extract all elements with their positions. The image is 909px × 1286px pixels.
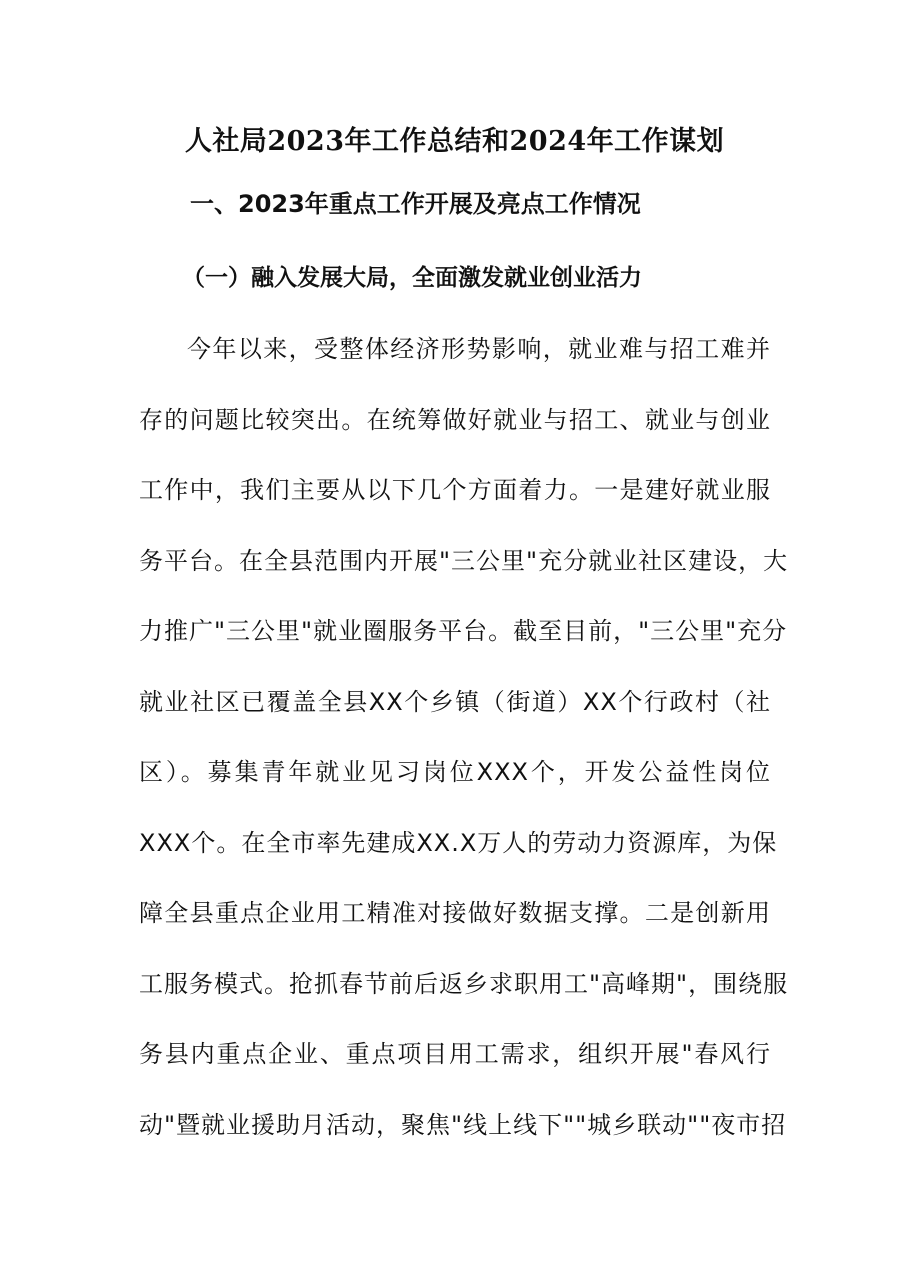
- document-title: 人社局2023年工作总结和2024年工作谋划: [184, 126, 725, 157]
- paragraph-line: 动"暨就业援助月活动，聚焦"线上线下""城乡联动""夜市招: [139, 1110, 787, 1139]
- paragraph-line: 务县内重点企业、重点项目用工需求，组织开展"春风行: [139, 1040, 771, 1068]
- paragraph-line: 力推广"三公里"就业圈服务平台。截至目前，"三公里"充分: [139, 617, 788, 645]
- paragraph-line: 障全县重点企业用工精准对接做好数据支撑。二是创新用: [139, 899, 771, 927]
- paragraph-line: 工作中，我们主要从以下几个方面着力。一是建好就业服: [139, 476, 771, 504]
- subsection-heading: （一）融入发展大局，全面激发就业创业活力: [182, 264, 642, 291]
- paragraph-line: 存的问题比较突出。在统筹做好就业与招工、就业与创业: [139, 405, 771, 434]
- paragraph-line: XXX个。在全市率先建成XX.X万人的劳动力资源库，为保: [139, 828, 778, 857]
- paragraph-line: 就业社区已覆盖全县XX个乡镇（街道）XX个行政村（社: [139, 687, 771, 716]
- section-heading: 一、2023年重点工作开展及亮点工作情况: [190, 190, 641, 218]
- paragraph-line: 区）。募集青年就业见习岗位XXX个，开发公益性岗位: [139, 758, 771, 786]
- paragraph-line: 工服务模式。抢抓春节前后返乡求职用工"高峰期"，围绕服: [139, 969, 789, 998]
- paragraph-line: 今年以来，受整体经济形势影响，就业难与招工难并: [187, 335, 771, 363]
- paragraph-line: 务平台。在全县范围内开展"三公里"充分就业社区建设，大: [139, 546, 789, 575]
- body-paragraph: [139, 324, 789, 1170]
